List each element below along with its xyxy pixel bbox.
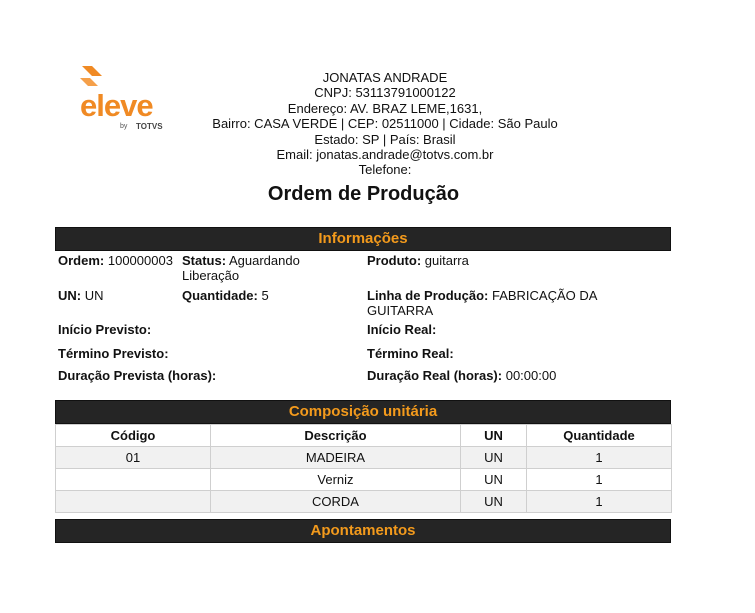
header-descricao: Descrição <box>211 425 461 447</box>
field-termino-previsto: Término Previsto: <box>58 346 169 361</box>
field-termino-real: Término Real: <box>367 346 454 361</box>
field-ordem: Ordem: 100000003 <box>58 253 173 268</box>
field-duracao-prevista: Duração Prevista (horas): <box>58 368 217 383</box>
header-codigo: Código <box>56 425 211 447</box>
company-phone: Telefone: <box>358 162 412 178</box>
section-apontamentos: Apontamentos <box>55 519 671 543</box>
section-informacoes: Informações <box>55 227 671 251</box>
cell-codigo <box>56 491 211 513</box>
cell-quantidade: 1 <box>527 469 672 491</box>
company-cnpj: CNPJ: 53113791000122 <box>314 85 456 101</box>
company-info <box>160 70 610 178</box>
eleve-logo <box>74 66 174 140</box>
cell-un: UN <box>461 447 527 469</box>
cell-codigo <box>56 469 211 491</box>
company-district: Bairro: CASA VERDE | CEP: 02511000 | Cidade: São Paulo <box>212 116 558 132</box>
company-state: Estado: SP | País: Brasil <box>314 131 456 147</box>
company-address: Endereço: AV. BRAZ LEME,1631, <box>287 100 483 116</box>
table-row <box>56 491 672 513</box>
table-header-row <box>56 425 672 447</box>
cell-descricao: Verniz <box>211 469 461 491</box>
company-name: JONATAS ANDRADE <box>322 70 448 85</box>
field-un: UN: UN <box>58 288 104 303</box>
field-quantidade: Quantidade: 5 <box>182 288 269 303</box>
header-un: UN <box>461 425 527 447</box>
cell-descricao: MADEIRA <box>211 447 461 469</box>
document-title: Ordem de Produção <box>267 183 460 205</box>
cell-quantidade: 1 <box>527 491 672 513</box>
field-duracao-real: Duração Real (horas): 00:00:00 <box>367 368 557 383</box>
logo-wordmark: eleve <box>80 88 153 123</box>
logo-totvs: TOTVS <box>136 122 163 131</box>
logo-by: by <box>120 123 128 130</box>
table-row <box>56 447 672 469</box>
cell-un: UN <box>461 469 527 491</box>
cell-descricao: CORDA <box>211 491 461 513</box>
cell-quantidade: 1 <box>527 447 672 469</box>
company-email: Email: jonatas.andrade@totvs.com.br <box>276 147 494 163</box>
composition-table <box>55 424 672 513</box>
section-composicao: Composição unitária <box>55 400 671 424</box>
header-quantidade: Quantidade <box>527 425 672 447</box>
cell-un: UN <box>461 491 527 513</box>
field-inicio-real: Início Real: <box>367 322 437 337</box>
field-linha-producao: Linha de Produção: FABRICAÇÃO DA GUITARRA <box>367 288 598 318</box>
field-produto: Produto: guitarra <box>367 253 469 268</box>
table-row <box>56 469 672 491</box>
field-inicio-previsto: Início Previsto: <box>58 322 152 337</box>
field-status: Status: Aguardando Liberação <box>182 253 300 283</box>
cell-codigo: 01 <box>56 447 211 469</box>
